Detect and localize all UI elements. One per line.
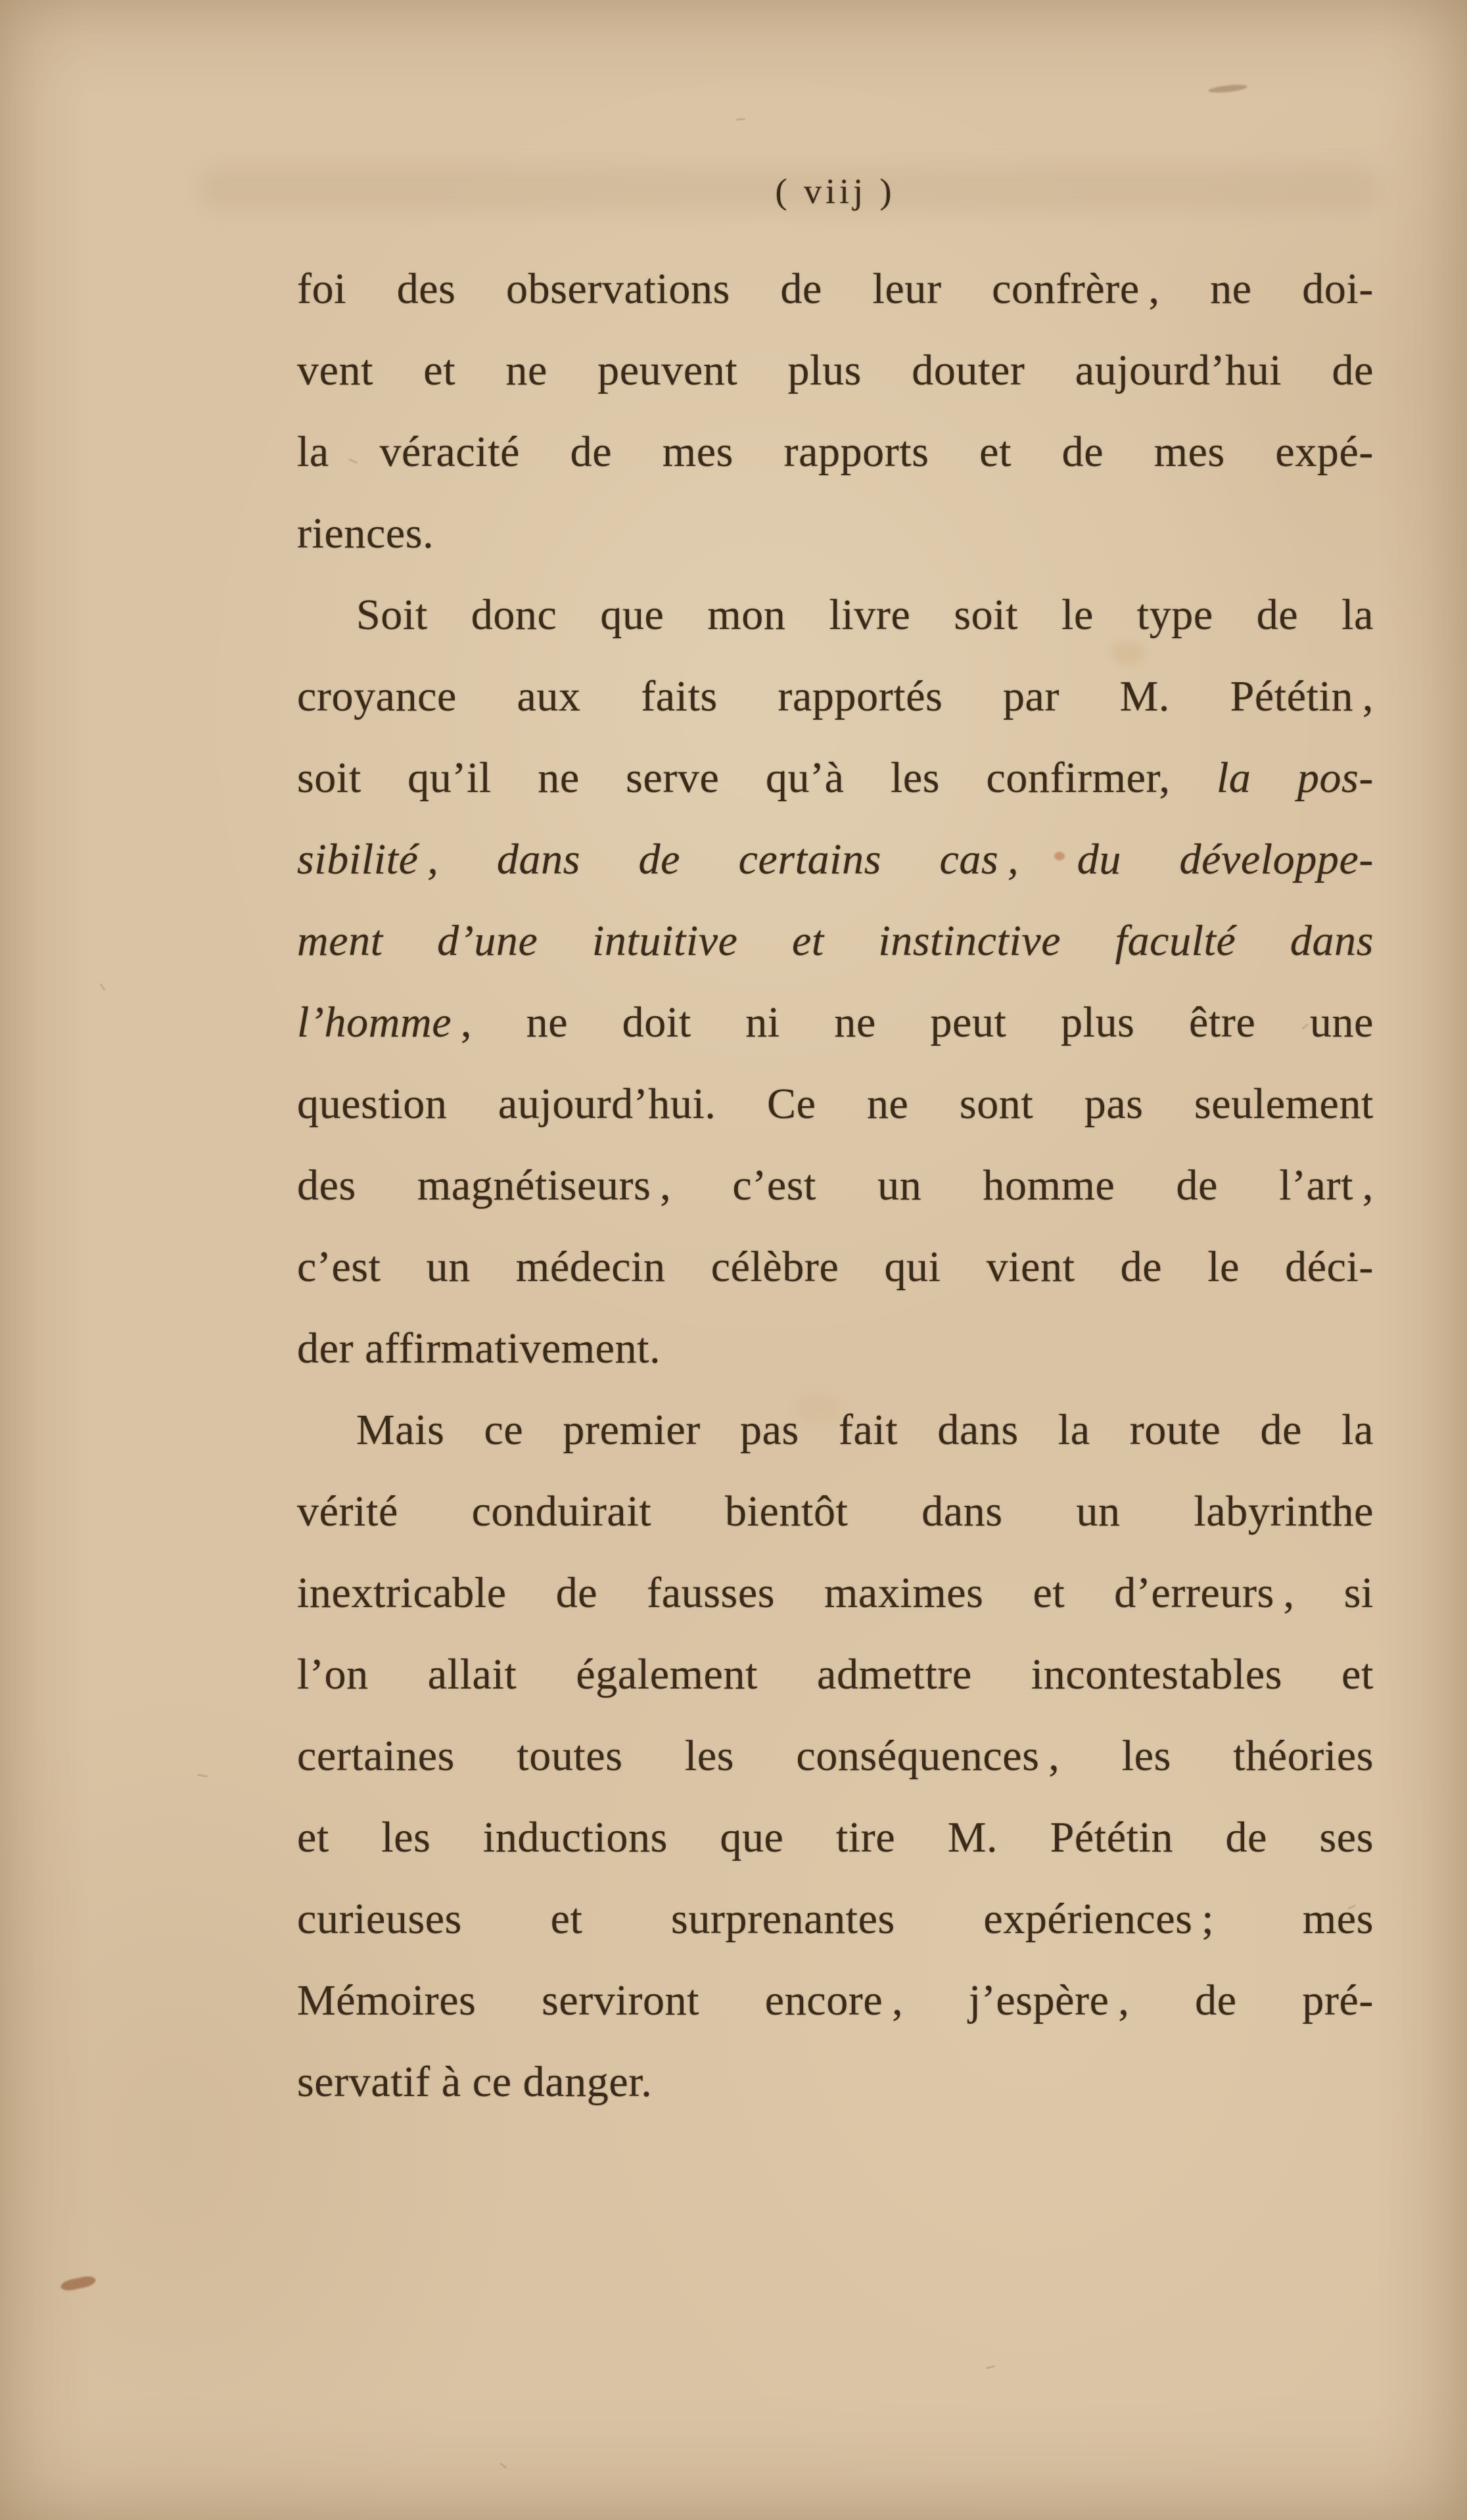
- text-segment: la véracité de mes rapports et de mes expé-: [297, 428, 1374, 476]
- text-segment: la pos-: [1216, 754, 1374, 802]
- text-segment: croyance aux faits rapportés par M. Pététin ,: [297, 672, 1374, 720]
- text-line: [297, 1797, 1374, 1878]
- text-segment: l’on allait également admettre incontestables et: [297, 1650, 1374, 1698]
- paragraph: [297, 1389, 1374, 2123]
- paper-fleck: [736, 118, 745, 120]
- text-segment: riences.: [297, 509, 434, 557]
- text-segment: servatif à ce danger.: [297, 2058, 653, 2106]
- text-line: [297, 1471, 1374, 1552]
- text-segment: Mais ce premier pas fait dans la route de la: [356, 1406, 1374, 1454]
- page-number-folio: ( viij ): [775, 172, 896, 211]
- text-segment: Soit donc que mon livre soit le type de la: [356, 591, 1374, 639]
- text-line: [297, 737, 1374, 819]
- rust-fiber-stain: [60, 2275, 97, 2293]
- paragraph: [297, 574, 1374, 1389]
- text-block: [297, 248, 1374, 2123]
- text-line: [297, 1960, 1374, 2042]
- text-segment: l’homme: [297, 998, 452, 1046]
- text-segment: vérité conduirait bientôt dans un labyrinthe: [297, 1487, 1374, 1535]
- text-segment: , ne doit ni ne peut plus être une: [452, 998, 1374, 1046]
- text-line: [297, 656, 1374, 737]
- text-line: [297, 1145, 1374, 1226]
- text-segment: curieuses et surprenantes expériences ; mes: [297, 1895, 1374, 1943]
- text-segment: vent et ne peuvent plus douter aujourd’hui de: [297, 346, 1374, 394]
- text-segment: sibilité , dans de certains cas , du développe-: [297, 835, 1374, 883]
- text-segment: inextricable de fausses maximes et d’erreurs , si: [297, 1569, 1374, 1617]
- text-line: [297, 982, 1374, 1063]
- text-line: [297, 1308, 1374, 1389]
- paper-fleck: [99, 983, 105, 991]
- text-line: [297, 330, 1374, 411]
- text-segment: des magnétiseurs , c’est un homme de l’art ,: [297, 1161, 1374, 1209]
- text-line: [297, 411, 1374, 493]
- text-segment: et les inductions que tire M. Pététin de ses: [297, 1813, 1374, 1861]
- text-segment: c’est un médecin célèbre qui vient de le déci-: [297, 1243, 1374, 1291]
- text-line: [297, 819, 1374, 900]
- text-line: [297, 1634, 1374, 1715]
- paper-fleck: [500, 2463, 507, 2469]
- text-segment: soit qu’il ne serve qu’à les confirmer,: [297, 754, 1217, 802]
- text-line: [297, 1063, 1374, 1145]
- text-line: [297, 493, 1374, 574]
- text-line: [297, 1226, 1374, 1308]
- text-line: [297, 1389, 1374, 1471]
- text-line: [297, 2042, 1374, 2123]
- brown-fiber-stain: [1208, 83, 1248, 94]
- text-line: [297, 1878, 1374, 1960]
- text-segment: foi des observations de leur confrère , ne doi-: [297, 265, 1374, 313]
- text-line: [297, 900, 1374, 982]
- text-line: [297, 248, 1374, 330]
- text-line: [297, 1552, 1374, 1634]
- paper-fleck: [986, 2365, 995, 2369]
- text-segment: ment d’une intuitive et instinctive faculté dans: [297, 917, 1374, 965]
- paper-fleck: [197, 1774, 208, 1778]
- text-segment: question aujourd’hui. Ce ne sont pas seulement: [297, 1080, 1374, 1128]
- text-segment: Mémoires serviront encore , j’espère , de pré-: [297, 1976, 1374, 2024]
- text-segment: certaines toutes les conséquences , les théories: [297, 1732, 1374, 1780]
- text-line: [297, 1715, 1374, 1797]
- text-segment: der affirmativement.: [297, 1324, 661, 1372]
- paragraph: [297, 248, 1374, 574]
- text-line: [297, 574, 1374, 656]
